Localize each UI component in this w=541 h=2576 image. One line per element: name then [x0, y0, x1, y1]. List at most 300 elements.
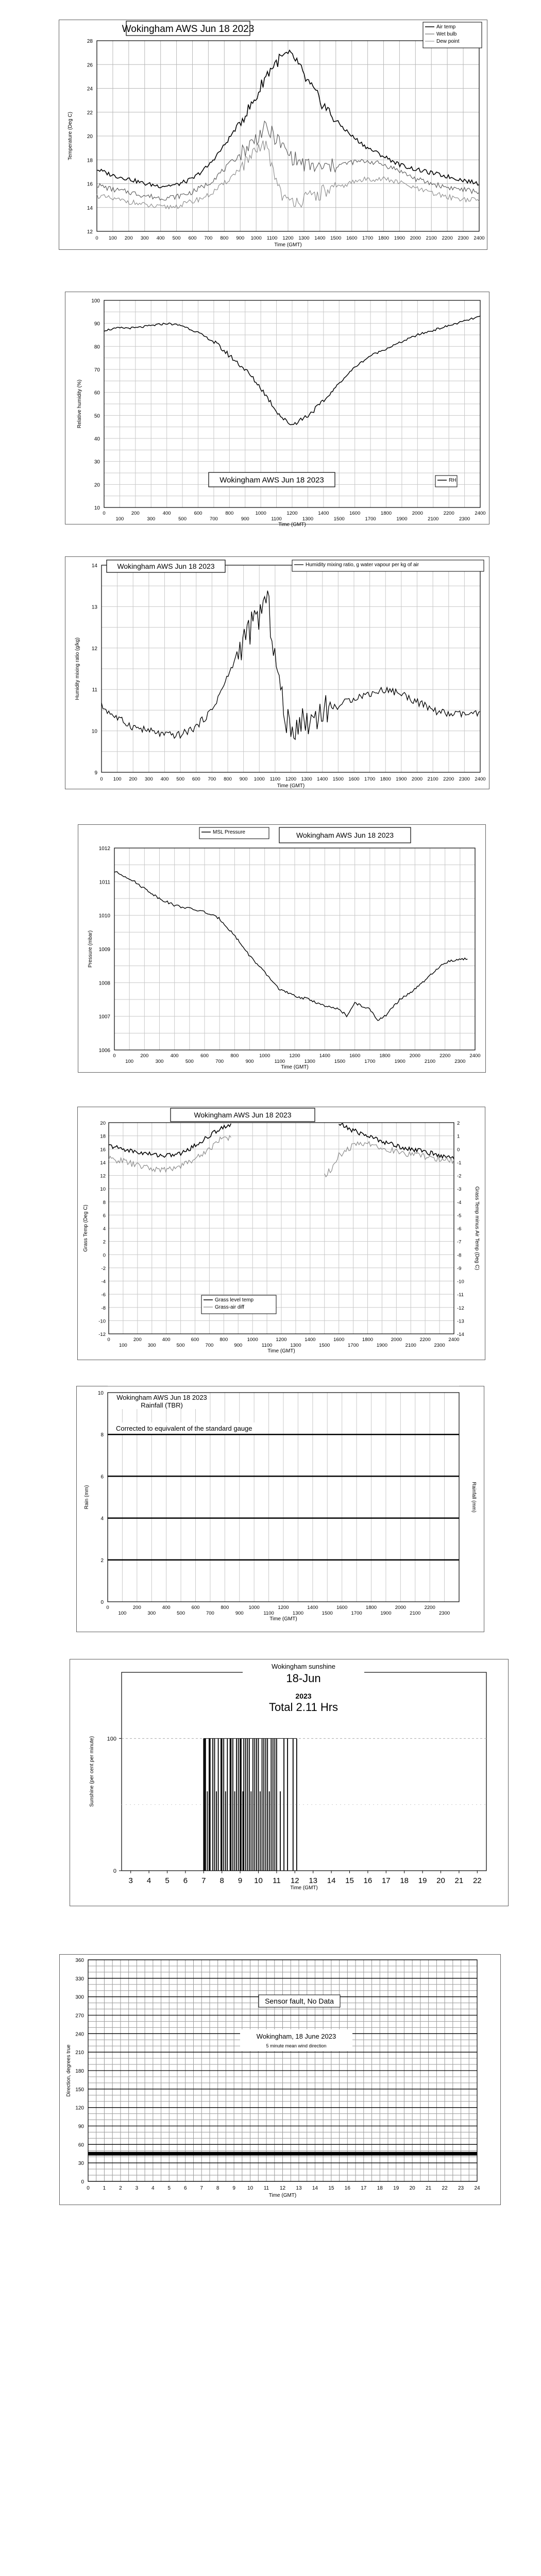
x-tick-label: 0: [106, 1605, 109, 1611]
y-tick-label: 100: [91, 298, 100, 304]
y2-tick-label: -5: [457, 1213, 462, 1219]
pressure-chart: [78, 825, 485, 1072]
x-tick-label: 1300: [302, 516, 313, 522]
x-tick-label: 1000: [255, 511, 266, 516]
x-tick-label: 21: [454, 1876, 464, 1885]
y-tick-label: -12: [98, 1332, 106, 1337]
x-tick-label: 12: [290, 1876, 299, 1885]
legend-entry: Grass-air diff: [215, 1304, 245, 1310]
y-tick-label: 18: [87, 158, 93, 164]
y-tick-label: 90: [78, 2124, 84, 2130]
x-tick-label: 21: [426, 2185, 432, 2191]
x-tick-label: 2300: [439, 1611, 450, 1616]
chart-year: 2023: [295, 1692, 312, 1700]
x-tick-label: 1700: [364, 1059, 376, 1064]
x-tick-label: 10: [254, 1876, 263, 1885]
x-tick-label: 2200: [419, 1337, 431, 1343]
x-tick-label: 6: [183, 2185, 187, 2191]
y-axis-label: Rain (mm): [84, 1485, 90, 1510]
x-tick-label: 1000: [253, 776, 265, 782]
x-axis-label: Time (GMT): [269, 1616, 297, 1622]
rainfall-chart-panel: [76, 1386, 484, 1632]
x-tick-label: 7: [201, 1876, 206, 1885]
y-tick-label: 11: [92, 687, 97, 693]
y-tick-label: 30: [78, 2161, 84, 2167]
chart-note: Sensor fault, No Data: [265, 1997, 334, 2005]
x-tick-label: 1300: [298, 235, 310, 241]
x-tick-label: 17: [361, 2185, 367, 2191]
chart-title: Wokingham AWS Jun 18 2023: [122, 23, 255, 35]
x-tick-label: 14: [327, 1876, 336, 1885]
y2-tick-label: -11: [457, 1292, 464, 1298]
x-tick-label: 300: [140, 235, 149, 241]
x-tick-label: 3: [128, 1876, 133, 1885]
series-line-grass-air-diff: [325, 1142, 454, 1177]
x-tick-label: 600: [192, 776, 200, 782]
x-tick-label: 900: [236, 235, 245, 241]
x-tick-label: 200: [124, 235, 133, 241]
chart-title: Wokingham AWS Jun 18 2023: [116, 1394, 207, 1401]
y-tick-label: 14: [100, 1160, 106, 1166]
x-tick-label: 500: [177, 1611, 185, 1616]
chart-title: Wokingham sunshine: [271, 1663, 336, 1670]
y-tick-label: 300: [75, 1994, 84, 2001]
x-tick-label: 0: [113, 1053, 116, 1059]
sunshine-chart: [70, 1659, 508, 1906]
x-tick-label: 600: [200, 1053, 209, 1059]
x-tick-label: 2000: [412, 511, 423, 516]
x-tick-label: 2000: [391, 1337, 402, 1343]
x-tick-label: 400: [170, 1053, 179, 1059]
y-tick-label: 12: [87, 229, 93, 235]
x-tick-label: 400: [162, 1605, 171, 1611]
y-tick-label: 4: [103, 1226, 106, 1232]
x-tick-label: 22: [472, 1876, 482, 1885]
x-tick-label: 0: [103, 511, 106, 516]
y2-tick-label: 0: [457, 1147, 460, 1153]
x-tick-label: 1800: [378, 235, 390, 241]
y-tick-label: 0: [81, 2179, 84, 2185]
x-tick-label: 0: [95, 235, 98, 241]
x-tick-label: 2000: [409, 1053, 420, 1059]
x-tick-label: 2100: [405, 1343, 416, 1348]
y2-tick-label: -7: [457, 1239, 462, 1245]
x-tick-label: 900: [245, 1059, 254, 1064]
x-tick-label: 400: [156, 235, 165, 241]
y-tick-label: 0: [103, 1252, 106, 1259]
x-tick-label: 19: [393, 2185, 399, 2191]
y-tick-label: 1007: [98, 1014, 110, 1020]
y-tick-label: 9: [94, 770, 97, 776]
y-tick-label: 1010: [98, 913, 110, 919]
x-tick-label: 900: [239, 776, 248, 782]
x-tick-label: 200: [132, 1605, 141, 1611]
x-tick-label: 1600: [346, 235, 358, 241]
x-tick-label: 700: [209, 516, 218, 522]
x-tick-label: 1800: [362, 1337, 374, 1343]
x-axis-label: Time (GMT): [290, 1885, 318, 1891]
y-tick-label: 6: [100, 1474, 104, 1480]
x-tick-label: 1900: [380, 1611, 392, 1616]
y-tick-label: 1009: [98, 947, 110, 953]
x-tick-label: 1200: [286, 511, 298, 516]
x-axis-label: Time (GMT): [278, 522, 306, 528]
x-tick-label: 900: [241, 516, 249, 522]
x-tick-label: 1100: [263, 1611, 274, 1616]
x-tick-label: 18: [400, 1876, 409, 1885]
x-tick-label: 0: [100, 776, 103, 782]
legend-entry: MSL Pressure: [213, 829, 245, 835]
x-tick-label: 1600: [348, 776, 360, 782]
x-tick-label: 1300: [304, 1059, 315, 1064]
legend-entry: Humidity mixing ratio, g water vapour per kg of air: [306, 562, 419, 568]
x-tick-label: 1200: [285, 776, 297, 782]
y-tick-label: -8: [101, 1305, 106, 1311]
chart-note: Corrected to equivalent of the standard gauge: [116, 1425, 252, 1432]
y-tick-label: 0: [113, 1868, 116, 1874]
x-tick-label: 20: [409, 2185, 415, 2191]
x-tick-label: 500: [178, 516, 187, 522]
x-axis-label: Time (GMT): [267, 1348, 295, 1354]
y-tick-label: 13: [91, 604, 97, 611]
x-tick-label: 3: [135, 2185, 139, 2191]
y2-axis-label: Grass Temp minus Air Temp (Deg C): [474, 1186, 480, 1270]
x-tick-label: 2100: [427, 776, 438, 782]
y-axis-label: Direction, degrees true: [66, 2044, 72, 2097]
x-tick-label: 2300: [459, 516, 470, 522]
x-tick-label: 2400: [448, 1337, 460, 1343]
x-tick-label: 1100: [271, 516, 282, 522]
y2-tick-label: -2: [457, 1173, 462, 1179]
y2-tick-label: -4: [457, 1199, 462, 1206]
x-tick-label: 2: [119, 2185, 122, 2191]
x-axis-label: Time (GMT): [274, 242, 302, 248]
y-tick-label: 240: [75, 2031, 84, 2038]
x-tick-label: 1900: [396, 776, 407, 782]
x-tick-label: 600: [188, 235, 197, 241]
y-tick-label: 210: [75, 2050, 84, 2056]
x-tick-label: 2100: [424, 1059, 436, 1064]
wind-direction-chart-panel: [59, 1954, 501, 2205]
chart-total: Total 2.11 Hrs: [268, 1701, 339, 1714]
x-tick-label: 2200: [439, 1053, 451, 1059]
x-tick-label: 1200: [282, 235, 294, 241]
y-tick-label: 360: [75, 1958, 84, 1963]
x-tick-label: 300: [147, 1611, 156, 1616]
grass-temp-chart: [78, 1107, 485, 1360]
x-tick-label: 8: [216, 2185, 219, 2191]
y-tick-label: 100: [107, 1736, 116, 1742]
legend-entry: Air temp: [436, 24, 456, 30]
x-tick-label: 23: [458, 2185, 464, 2191]
x-tick-label: 800: [230, 1053, 239, 1059]
legend-entry: Grass level temp: [215, 1297, 254, 1303]
x-tick-label: 1000: [248, 1605, 260, 1611]
y2-tick-label: 2: [457, 1121, 460, 1126]
x-tick-label: 1400: [317, 776, 328, 782]
humidity-chart: [65, 292, 489, 528]
x-tick-label: 200: [131, 511, 140, 516]
x-tick-label: 300: [147, 516, 156, 522]
x-tick-label: 2400: [475, 776, 486, 782]
x-tick-label: 11: [273, 1876, 281, 1885]
x-tick-label: 20: [436, 1876, 445, 1885]
x-tick-label: 1500: [334, 1059, 346, 1064]
x-tick-label: 1100: [269, 776, 281, 782]
y-tick-label: 20: [87, 134, 93, 140]
x-tick-label: 1900: [396, 516, 408, 522]
x-tick-label: 2100: [428, 516, 439, 522]
y-axis-label: Temperature (Deg C): [67, 112, 73, 160]
x-tick-label: 1600: [336, 1605, 348, 1611]
x-tick-label: 1700: [348, 1343, 359, 1348]
y2-tick-label: -9: [457, 1265, 462, 1272]
x-tick-label: 2200: [424, 1605, 435, 1611]
x-tick-label: 1000: [259, 1053, 270, 1059]
y-axis-label: Pressure (mbar): [88, 930, 93, 968]
x-tick-label: 0: [107, 1337, 110, 1343]
x-tick-label: 2000: [410, 235, 421, 241]
grass-temp-chart-panel: [77, 1107, 485, 1360]
x-tick-label: 100: [115, 516, 124, 522]
y-tick-label: 70: [94, 367, 100, 373]
x-tick-label: 9: [232, 2185, 235, 2191]
x-tick-label: 300: [155, 1059, 164, 1064]
y2-tick-label: 1: [457, 1133, 460, 1140]
x-tick-label: 500: [176, 776, 185, 782]
temperature-chart: [59, 20, 487, 249]
y-tick-label: 22: [87, 110, 93, 116]
y-tick-label: 270: [75, 2013, 84, 2019]
y-tick-label: 20: [100, 1121, 106, 1126]
x-tick-label: 2300: [454, 1059, 466, 1064]
y-tick-label: 60: [78, 2142, 84, 2148]
x-tick-label: 1600: [349, 1053, 361, 1059]
x-tick-label: 200: [129, 776, 138, 782]
y-tick-label: 10: [97, 1391, 104, 1396]
x-tick-label: 1400: [314, 235, 326, 241]
x-tick-label: 900: [234, 1343, 243, 1348]
legend-entry: RH: [449, 478, 457, 483]
x-tick-label: 2400: [475, 511, 486, 516]
y-axis-label: Relative humidity (%): [77, 379, 82, 429]
y-tick-label: 8: [103, 1199, 106, 1206]
y-tick-label: 26: [87, 62, 93, 69]
x-tick-label: 1300: [292, 1611, 303, 1616]
series-line-msl-pressure: [114, 872, 467, 1021]
x-tick-label: 1800: [380, 776, 391, 782]
x-tick-label: 100: [118, 1611, 127, 1616]
sunshine-chart-panel: [70, 1659, 509, 1906]
x-axis-label: Time (GMT): [268, 2193, 297, 2198]
x-tick-label: 200: [133, 1337, 142, 1343]
x-tick-label: 1900: [394, 1059, 405, 1064]
x-tick-label: 1200: [276, 1337, 287, 1343]
x-tick-label: 1800: [365, 1605, 377, 1611]
y-tick-label: 14: [91, 563, 97, 569]
chart-date: 18-Jun: [286, 1672, 321, 1685]
y-tick-label: 2: [100, 1557, 104, 1564]
x-tick-label: 100: [125, 1059, 134, 1064]
x-tick-label: 100: [108, 235, 117, 241]
y-tick-label: 120: [75, 2105, 84, 2111]
x-tick-label: 200: [140, 1053, 149, 1059]
x-tick-label: 2300: [459, 776, 470, 782]
x-tick-label: 600: [191, 1337, 199, 1343]
x-tick-label: 1000: [247, 1337, 258, 1343]
y-tick-label: 60: [94, 390, 100, 396]
x-tick-label: 600: [194, 511, 202, 516]
y-tick-label: 18: [100, 1133, 106, 1140]
x-tick-label: 1700: [364, 776, 376, 782]
x-tick-label: 500: [185, 1059, 194, 1064]
rainfall-chart: [77, 1386, 484, 1632]
y-tick-label: -2: [101, 1265, 106, 1272]
y-tick-label: 10: [94, 505, 100, 511]
x-tick-label: 15: [345, 1876, 354, 1885]
y-tick-label: 8: [100, 1432, 104, 1438]
x-tick-label: 4: [151, 2185, 155, 2191]
x-tick-label: 1400: [318, 511, 329, 516]
y-tick-label: 2: [103, 1239, 106, 1245]
y-tick-label: 330: [75, 1976, 84, 1982]
x-tick-label: 4: [146, 1876, 151, 1885]
y-tick-label: 28: [87, 39, 93, 44]
x-tick-label: 1300: [290, 1343, 301, 1348]
x-tick-label: 2200: [442, 235, 453, 241]
series-line-grass-level-temp: [109, 1124, 231, 1157]
legend-entry: Dew point: [436, 39, 460, 44]
y2-tick-label: -12: [457, 1305, 464, 1311]
y-tick-label: 1008: [98, 980, 110, 987]
chart-title: Wokingham AWS Jun 18 2023: [117, 562, 215, 571]
x-tick-label: 400: [162, 1337, 171, 1343]
x-tick-label: 2200: [443, 511, 454, 516]
y-tick-label: -4: [101, 1279, 106, 1285]
x-axis-label: Time (GMT): [281, 1064, 309, 1070]
chart-title: Wokingham AWS Jun 18 2023: [296, 831, 394, 840]
x-tick-label: 1100: [266, 235, 278, 241]
x-tick-label: 2300: [434, 1343, 445, 1348]
y-axis-label: Grass Temp (Deg C): [83, 1205, 89, 1252]
y2-tick-label: -6: [457, 1226, 462, 1232]
y-tick-label: 80: [94, 344, 100, 350]
y-tick-label: 6: [103, 1213, 106, 1219]
x-tick-label: 300: [144, 776, 153, 782]
y-tick-label: 10: [91, 728, 97, 735]
chart-title: Wokingham, 18 June 2023: [256, 2032, 336, 2040]
y-axis-label: Sunshine (per cent per minute): [89, 1736, 95, 1807]
x-tick-label: 1500: [330, 235, 342, 241]
y2-tick-label: -10: [457, 1279, 464, 1285]
x-tick-label: 1100: [261, 1343, 273, 1348]
x-tick-label: 6: [183, 1876, 188, 1885]
x-tick-label: 18: [377, 2185, 383, 2191]
x-tick-label: 1500: [319, 1343, 330, 1348]
x-tick-label: 2000: [411, 776, 423, 782]
x-tick-label: 8: [219, 1876, 224, 1885]
x-tick-label: 300: [147, 1343, 156, 1348]
y2-axis-label: Rainfall (mm): [471, 1482, 477, 1513]
x-tick-label: 1400: [305, 1337, 316, 1343]
x-tick-label: 800: [220, 235, 229, 241]
x-tick-label: 15: [328, 2185, 334, 2191]
x-axis-label: Time (GMT): [277, 783, 305, 789]
x-tick-label: 9: [238, 1876, 243, 1885]
x-tick-label: 10: [247, 2185, 253, 2191]
x-tick-label: 14: [312, 2185, 318, 2191]
x-tick-label: 16: [363, 1876, 373, 1885]
x-tick-label: 1700: [365, 516, 376, 522]
x-tick-label: 800: [219, 1337, 228, 1343]
x-tick-label: 800: [224, 776, 232, 782]
y-tick-label: 10: [100, 1187, 106, 1193]
x-tick-label: 7: [200, 2185, 203, 2191]
y-tick-label: 150: [75, 2087, 84, 2093]
y-tick-label: -6: [101, 1292, 106, 1298]
x-tick-label: 500: [172, 235, 181, 241]
y-tick-label: 16: [87, 181, 93, 188]
mixing-ratio-chart: [65, 557, 489, 789]
y-tick-label: 40: [94, 436, 100, 442]
y-tick-label: 20: [94, 482, 100, 488]
y2-tick-label: -14: [457, 1332, 464, 1337]
chart-title: Wokingham AWS Jun 18 2023: [219, 476, 324, 485]
x-tick-label: 1600: [349, 511, 361, 516]
x-tick-label: 16: [344, 2185, 350, 2191]
x-tick-label: 800: [221, 1605, 229, 1611]
x-tick-label: 1700: [351, 1611, 362, 1616]
x-tick-label: 12: [279, 2185, 286, 2191]
chart-subtitle: Rainfall (TBR): [141, 1401, 183, 1409]
y2-tick-label: -3: [457, 1187, 462, 1193]
x-tick-label: 1400: [307, 1605, 318, 1611]
x-tick-label: 400: [162, 511, 171, 516]
y-tick-label: 24: [87, 86, 93, 92]
x-tick-label: 1800: [379, 1053, 391, 1059]
x-tick-label: 700: [215, 1059, 224, 1064]
x-tick-label: 19: [418, 1876, 427, 1885]
x-tick-label: 11: [263, 2185, 269, 2191]
x-tick-label: 2100: [410, 1611, 421, 1616]
pressure-chart-panel: [78, 824, 486, 1073]
x-tick-label: 100: [113, 776, 122, 782]
x-tick-label: 800: [225, 511, 234, 516]
wind-direction-chart: [60, 1955, 500, 2205]
x-tick-label: 1500: [332, 776, 344, 782]
x-tick-label: 900: [235, 1611, 244, 1616]
y-tick-label: 1012: [98, 846, 110, 852]
y-tick-label: 12: [91, 646, 97, 652]
y2-tick-label: -1: [457, 1160, 462, 1166]
chart-subtitle: 5 minute mean wind direction: [266, 2043, 327, 2048]
humidity-chart-panel: [65, 292, 489, 528]
y2-tick-label: -13: [457, 1318, 464, 1325]
x-tick-label: 1300: [301, 776, 312, 782]
y-tick-label: 180: [75, 2069, 84, 2074]
y-tick-label: 1006: [98, 1048, 110, 1054]
temperature-chart-panel: [59, 20, 487, 250]
x-tick-label: 1500: [322, 1611, 333, 1616]
chart-title: Wokingham AWS Jun 18 2023: [194, 1111, 292, 1120]
x-tick-label: 5: [165, 1876, 170, 1885]
legend-entry: Wet bulb: [436, 31, 457, 37]
x-tick-label: 700: [208, 776, 216, 782]
y-tick-label: 16: [100, 1147, 106, 1153]
x-tick-label: 2100: [426, 235, 437, 241]
x-tick-label: 1900: [394, 235, 405, 241]
y-tick-label: 1011: [99, 879, 110, 886]
